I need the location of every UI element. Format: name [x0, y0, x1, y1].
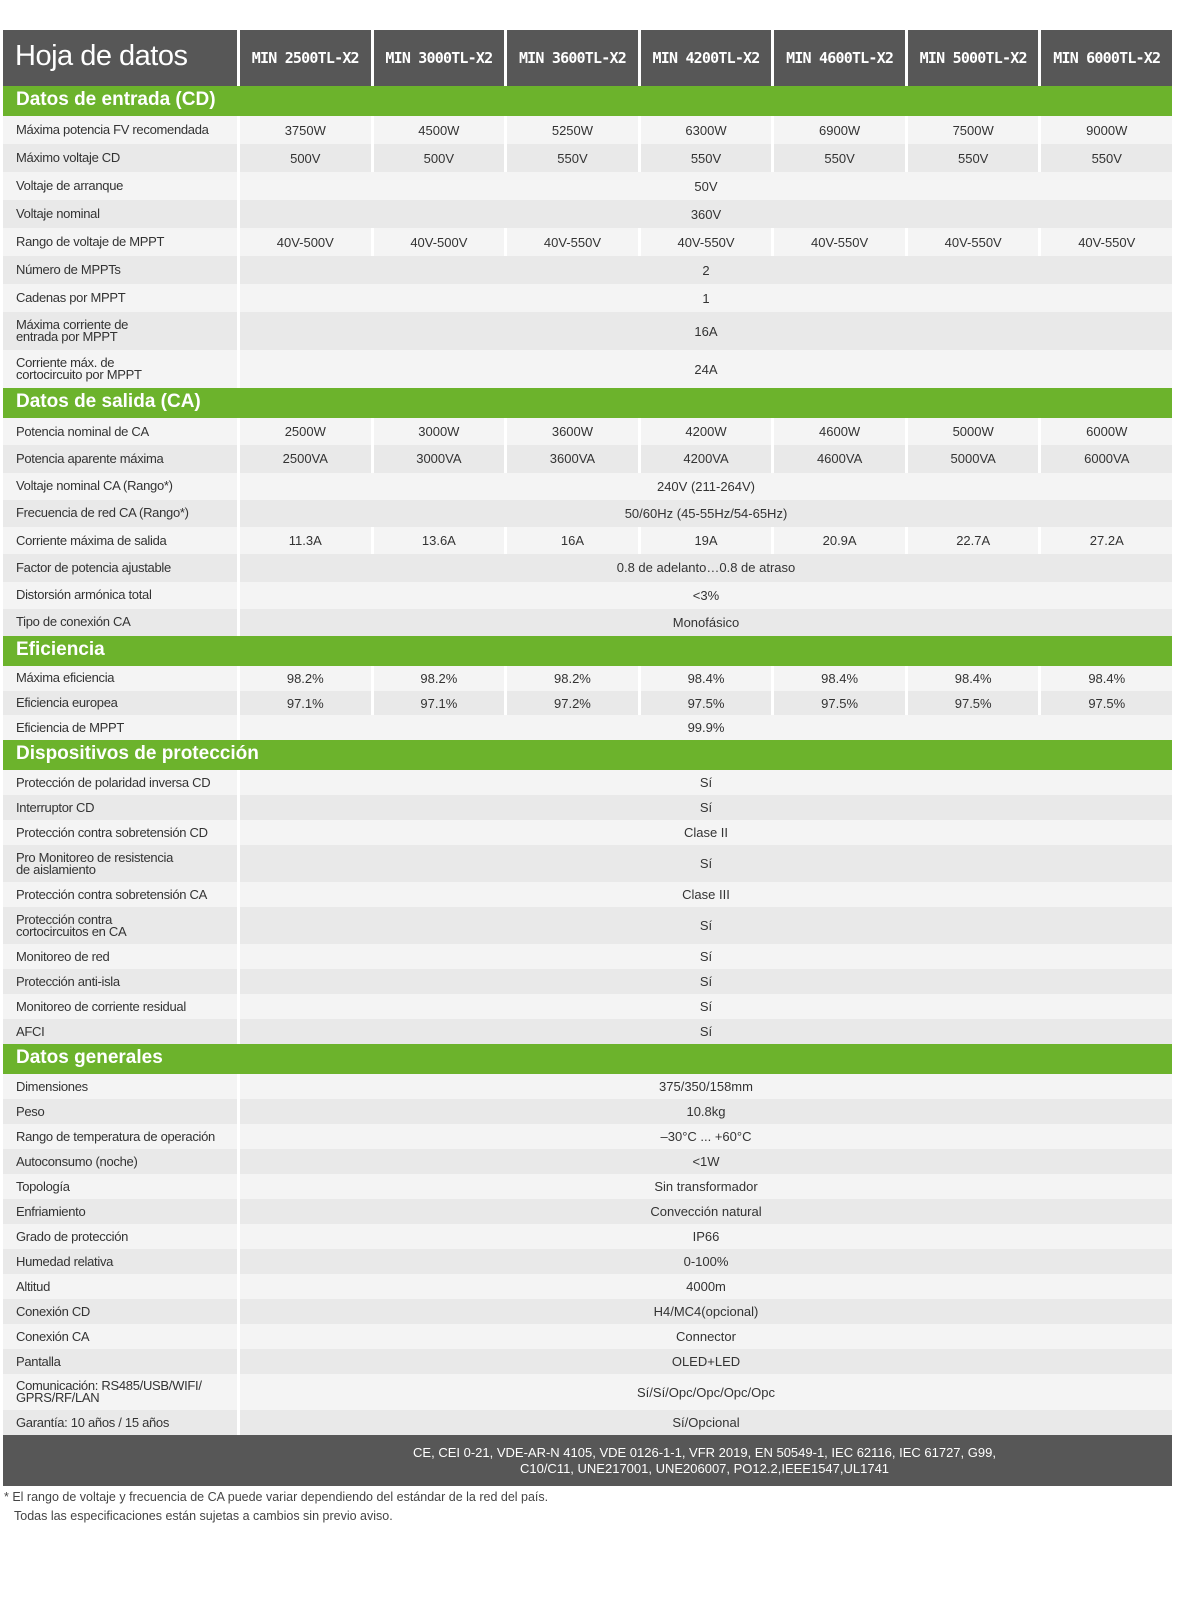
shared-value-cell: 4000m — [240, 1274, 1172, 1299]
certifications-line: CE, CEI 0-21, VDE-AR-N 4105, VDE 0126-1-1, VFR 2019, EN 50549-1, IEC 62116, IEC 61727, G99, — [413, 1444, 996, 1460]
value-cell: 40V-550V — [1041, 228, 1172, 256]
shared-value-cell: <3% — [240, 582, 1172, 609]
value-cell: 7500W — [908, 116, 1039, 144]
table-row — [3, 609, 1172, 636]
certifications-line: C10/C11, UNE217001, UNE206007, PO12.2,IEEE1547,UL1741 — [519, 1460, 890, 1476]
row-label: Voltaje nominal CA (Rango*) — [3, 473, 237, 500]
shared-value-cell: Sin transformador — [240, 1174, 1172, 1199]
model-header: MIN 6000TL-X2 — [1041, 30, 1172, 86]
value-cell: 6300W — [641, 116, 772, 144]
value-cell: 97.2% — [507, 691, 638, 716]
row-label: Conexión CD — [3, 1299, 237, 1324]
table-row — [3, 256, 1172, 284]
shared-value-cell: Clase III — [240, 882, 1172, 907]
table-row — [3, 172, 1172, 200]
value-cell: 6900W — [774, 116, 905, 144]
datasheet-table — [3, 30, 1172, 1486]
row-label: Enfriamiento — [3, 1199, 237, 1224]
value-cell: 500V — [374, 144, 505, 172]
model-header: MIN 4200TL-X2 — [641, 30, 772, 86]
shared-value-cell: Sí — [240, 944, 1172, 969]
value-cell: 40V-550V — [908, 228, 1039, 256]
value-cell: 5000VA — [908, 445, 1039, 472]
row-label: Rango de voltaje de MPPT — [3, 228, 237, 256]
shared-value-cell: Convección natural — [240, 1199, 1172, 1224]
value-cell: 500V — [240, 144, 371, 172]
shared-value-cell: 1 — [240, 284, 1172, 312]
value-cell: 13.6A — [374, 527, 505, 554]
section-header: Dispositivos de protección — [3, 740, 1172, 770]
value-cell: 98.4% — [1041, 666, 1172, 691]
value-cell: 4200VA — [641, 445, 772, 472]
value-cell: 6000VA — [1041, 445, 1172, 472]
row-label: Pantalla — [3, 1349, 237, 1374]
row-label: Rango de temperatura de operación — [3, 1124, 237, 1149]
row-label: Protección de polaridad inversa CD — [3, 770, 237, 795]
table-row — [3, 144, 1172, 172]
table-row — [3, 284, 1172, 312]
row-label: Humedad relativa — [3, 1249, 237, 1274]
value-cell: 98.2% — [240, 666, 371, 691]
table-row — [3, 994, 1172, 1019]
value-cell: 550V — [641, 144, 772, 172]
value-cell: 4600VA — [774, 445, 905, 472]
table-row — [3, 500, 1172, 527]
shared-value-cell: Sí — [240, 1019, 1172, 1044]
shared-value-cell: 375/350/158mm — [240, 1074, 1172, 1099]
value-cell: 27.2A — [1041, 527, 1172, 554]
table-row — [3, 907, 1172, 944]
row-label: Garantía: 10 años / 15 años — [3, 1410, 237, 1435]
shared-value-cell: 99.9% — [240, 715, 1172, 740]
table-row — [3, 1374, 1172, 1410]
table-row — [3, 1199, 1172, 1224]
row-label: Máxima eficiencia — [3, 666, 237, 691]
value-cell: 98.4% — [774, 666, 905, 691]
value-cell: 97.1% — [240, 691, 371, 716]
table-row — [3, 228, 1172, 256]
value-cell: 40V-550V — [507, 228, 638, 256]
shared-value-cell: 360V — [240, 200, 1172, 228]
shared-value-cell: Sí — [240, 994, 1172, 1019]
section-header: Datos de salida (CA) — [3, 388, 1172, 418]
value-cell: 98.2% — [374, 666, 505, 691]
table-row — [3, 350, 1172, 388]
value-cell: 3000VA — [374, 445, 505, 472]
shared-value-cell: Sí — [240, 795, 1172, 820]
value-cell: 3000W — [374, 418, 505, 445]
value-cell: 20.9A — [774, 527, 905, 554]
model-header: MIN 3600TL-X2 — [507, 30, 638, 86]
table-row — [3, 200, 1172, 228]
value-cell: 2500W — [240, 418, 371, 445]
footnote: * El rango de voltaje y frecuencia de CA puede variar dependiendo del estándar de la red del país. — [4, 1490, 549, 1504]
table-row — [3, 1324, 1172, 1349]
table-header — [3, 30, 1172, 86]
table-row — [3, 554, 1172, 581]
shared-value-cell: H4/MC4(opcional) — [240, 1299, 1172, 1324]
table-row — [3, 116, 1172, 144]
value-cell: 3600W — [507, 418, 638, 445]
table-row — [3, 666, 1172, 691]
row-label: Distorsión armónica total — [3, 582, 237, 609]
row-label: Monitoreo de red — [3, 944, 237, 969]
shared-value-cell: Clase II — [240, 820, 1172, 845]
row-label: Grado de protección — [3, 1224, 237, 1249]
row-label: Factor de potencia ajustable — [3, 554, 237, 581]
table-body — [3, 86, 1172, 1435]
row-label: Comunicación: RS485/USB/WIFI/ GPRS/RF/LAN — [3, 1374, 237, 1410]
value-cell: 4500W — [374, 116, 505, 144]
table-row — [3, 312, 1172, 350]
shared-value-cell: 50V — [240, 172, 1172, 200]
table-row — [3, 582, 1172, 609]
shared-value-cell: Sí/Opcional — [240, 1410, 1172, 1435]
table-row — [3, 795, 1172, 820]
model-header: MIN 4600TL-X2 — [774, 30, 905, 86]
value-cell: 97.5% — [641, 691, 772, 716]
shared-value-cell: Connector — [240, 1324, 1172, 1349]
value-cell: 98.4% — [908, 666, 1039, 691]
table-row — [3, 882, 1172, 907]
value-cell: 9000W — [1041, 116, 1172, 144]
table-row — [3, 944, 1172, 969]
table-row — [3, 820, 1172, 845]
row-label: Voltaje nominal — [3, 200, 237, 228]
shared-value-cell: Sí — [240, 770, 1172, 795]
section-header: Datos generales — [3, 1044, 1172, 1074]
shared-value-cell: Sí — [240, 907, 1172, 944]
model-header: MIN 5000TL-X2 — [908, 30, 1039, 86]
table-row — [3, 1019, 1172, 1044]
row-label: Potencia aparente máxima — [3, 445, 237, 472]
row-label: Máxima potencia FV recomendada — [3, 116, 237, 144]
shared-value-cell: 2 — [240, 256, 1172, 284]
row-label: Autoconsumo (noche) — [3, 1149, 237, 1174]
table-row — [3, 1149, 1172, 1174]
value-cell: 22.7A — [908, 527, 1039, 554]
row-label: Máxima corriente de entrada por MPPT — [3, 312, 237, 350]
row-label: Cadenas por MPPT — [3, 284, 237, 312]
shared-value-cell: Sí/Sí/Opc/Opc/Opc/Opc — [240, 1374, 1172, 1410]
value-cell: 5250W — [507, 116, 638, 144]
row-label: Número de MPPTs — [3, 256, 237, 284]
row-label: Voltaje de arranque — [3, 172, 237, 200]
shared-value-cell: Sí — [240, 969, 1172, 994]
row-label: Protección anti-isla — [3, 969, 237, 994]
table-row — [3, 1299, 1172, 1324]
value-cell: 40V-500V — [374, 228, 505, 256]
model-header: MIN 3000TL-X2 — [374, 30, 505, 86]
table-row — [3, 418, 1172, 445]
shared-value-cell: 50/60Hz (45-55Hz/54-65Hz) — [240, 500, 1172, 527]
table-row — [3, 1074, 1172, 1099]
table-row — [3, 1174, 1172, 1199]
table-row — [3, 1410, 1172, 1435]
row-label: Protección contra cortocircuitos en CA — [3, 907, 237, 944]
value-cell: 40V-550V — [774, 228, 905, 256]
shared-value-cell: IP66 — [240, 1224, 1172, 1249]
shared-value-cell: OLED+LED — [240, 1349, 1172, 1374]
table-row — [3, 1274, 1172, 1299]
shared-value-cell: Sí — [240, 845, 1172, 882]
shared-value-cell: 240V (211-264V) — [240, 473, 1172, 500]
value-cell: 550V — [507, 144, 638, 172]
section-header: Eficiencia — [3, 636, 1172, 666]
row-label: Protección contra sobretensión CD — [3, 820, 237, 845]
row-label: Potencia nominal de CA — [3, 418, 237, 445]
value-cell: 97.5% — [774, 691, 905, 716]
table-row — [3, 1099, 1172, 1124]
shared-value-cell: 16A — [240, 312, 1172, 350]
footnote: Todas las especificaciones están sujetas a cambios sin previo aviso. — [14, 1509, 393, 1523]
shared-value-cell: –30°C ... +60°C — [240, 1124, 1172, 1149]
row-label: Eficiencia europea — [3, 691, 237, 716]
value-cell: 550V — [908, 144, 1039, 172]
value-cell: 11.3A — [240, 527, 371, 554]
value-cell: 16A — [507, 527, 638, 554]
row-label: Protección contra sobretensión CA — [3, 882, 237, 907]
table-row — [3, 445, 1172, 472]
certifications — [3, 1435, 1172, 1486]
row-label: Pro Monitoreo de resistencia de aislamiento — [3, 845, 237, 882]
section-header: Datos de entrada (CD) — [3, 86, 1172, 116]
value-cell: 3750W — [240, 116, 371, 144]
shared-value-cell: 10.8kg — [240, 1099, 1172, 1124]
row-label: Altitud — [3, 1274, 237, 1299]
value-cell: 98.2% — [507, 666, 638, 691]
shared-value-cell: 24A — [240, 350, 1172, 388]
table-row — [3, 1224, 1172, 1249]
value-cell: 5000W — [908, 418, 1039, 445]
row-label: Frecuencia de red CA (Rango*) — [3, 500, 237, 527]
shared-value-cell: <1W — [240, 1149, 1172, 1174]
table-row — [3, 770, 1172, 795]
table-row — [3, 1124, 1172, 1149]
row-label: Topología — [3, 1174, 237, 1199]
table-row — [3, 1349, 1172, 1374]
value-cell: 40V-500V — [240, 228, 371, 256]
table-row — [3, 715, 1172, 740]
table-row — [3, 527, 1172, 554]
row-label: Máximo voltaje CD — [3, 144, 237, 172]
row-label: Interruptor CD — [3, 795, 237, 820]
shared-value-cell: Monofásico — [240, 609, 1172, 636]
value-cell: 550V — [774, 144, 905, 172]
footnotes — [4, 1488, 548, 1526]
table-row — [3, 691, 1172, 716]
value-cell: 550V — [1041, 144, 1172, 172]
value-cell: 4600W — [774, 418, 905, 445]
value-cell: 3600VA — [507, 445, 638, 472]
row-label: AFCI — [3, 1019, 237, 1044]
value-cell: 6000W — [1041, 418, 1172, 445]
row-label: Peso — [3, 1099, 237, 1124]
row-label: Corriente máxima de salida — [3, 527, 237, 554]
row-label: Corriente máx. de cortocircuito por MPPT — [3, 350, 237, 388]
table-row — [3, 845, 1172, 882]
model-header: MIN 2500TL-X2 — [240, 30, 371, 86]
shared-value-cell: 0-100% — [240, 1249, 1172, 1274]
shared-value-cell: 0.8 de adelanto…0.8 de atraso — [240, 554, 1172, 581]
row-label: Conexión CA — [3, 1324, 237, 1349]
value-cell: 2500VA — [240, 445, 371, 472]
table-row — [3, 473, 1172, 500]
row-label: Monitoreo de corriente residual — [3, 994, 237, 1019]
row-label: Eficiencia de MPPT — [3, 715, 237, 740]
table-row — [3, 1249, 1172, 1274]
value-cell: 97.5% — [908, 691, 1039, 716]
page-title: Hoja de datos — [3, 30, 237, 86]
table-row — [3, 969, 1172, 994]
value-cell: 19A — [641, 527, 772, 554]
value-cell: 97.1% — [374, 691, 505, 716]
value-cell: 4200W — [641, 418, 772, 445]
value-cell: 40V-550V — [641, 228, 772, 256]
value-cell: 98.4% — [641, 666, 772, 691]
row-label: Dimensiones — [3, 1074, 237, 1099]
row-label: Tipo de conexión CA — [3, 609, 237, 636]
value-cell: 97.5% — [1041, 691, 1172, 716]
